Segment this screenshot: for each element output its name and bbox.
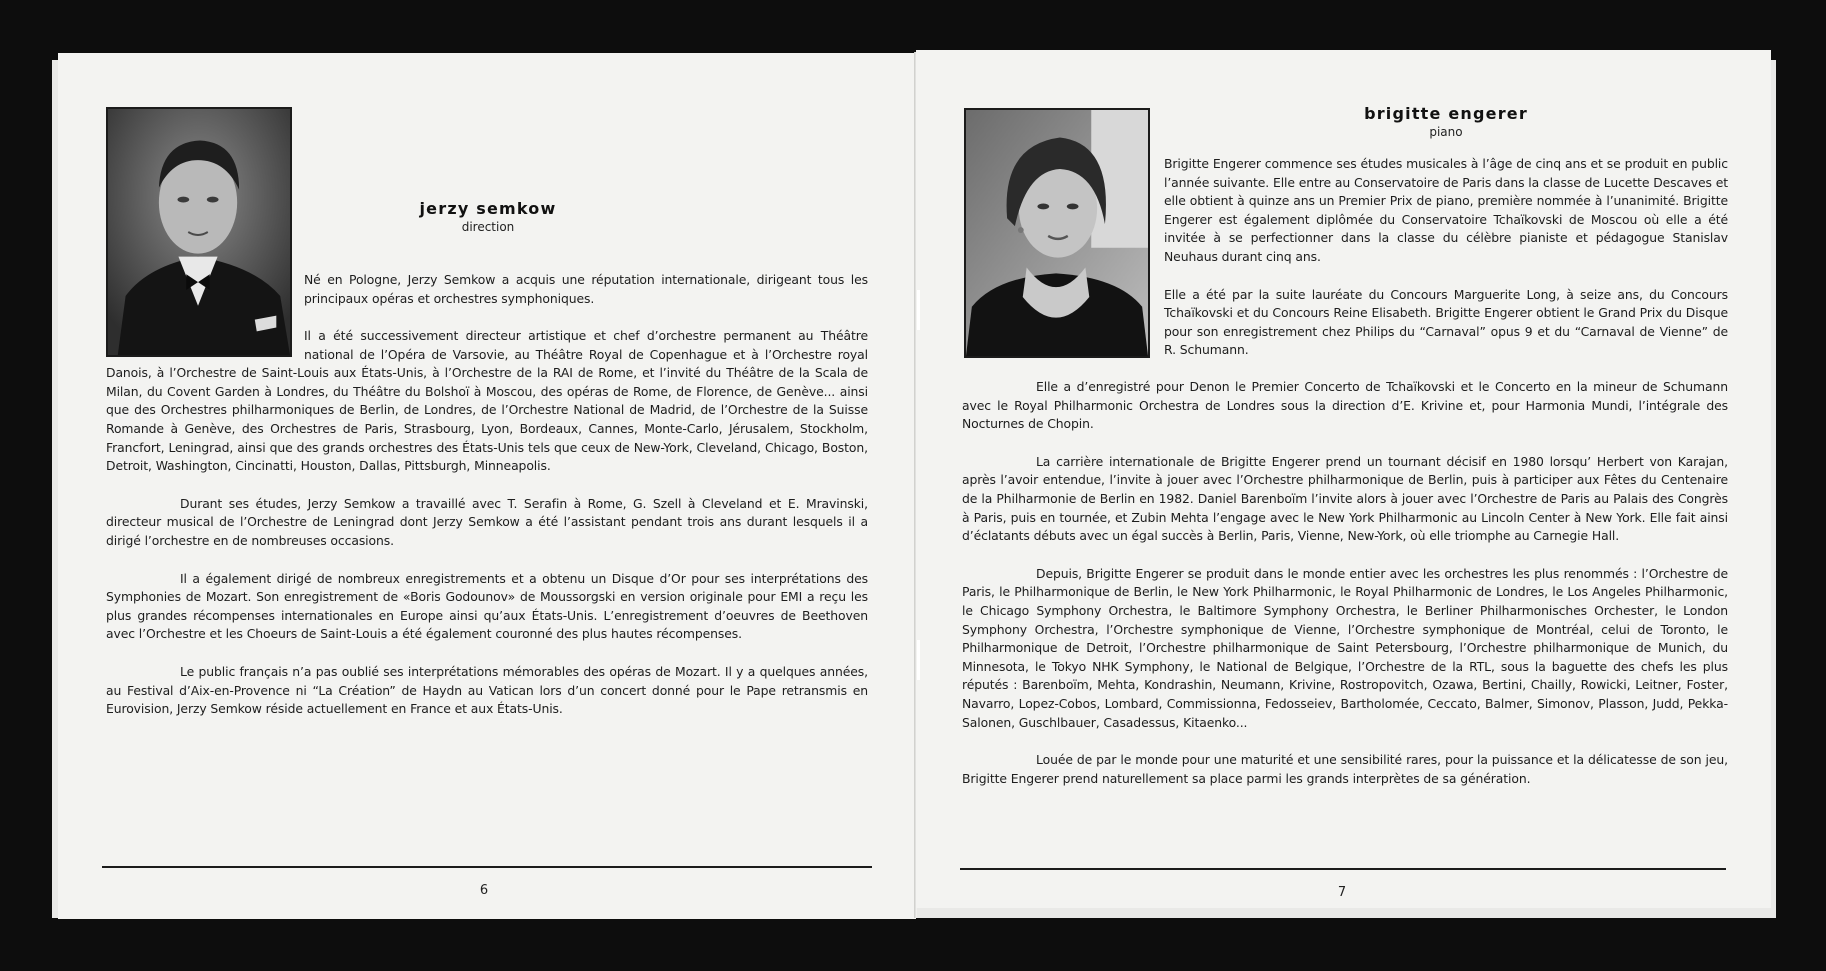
paragraph-6: Louée de par le monde pour une maturité et une sensibilité rares, pour la puissance et la délicatesse de son jeu, Brigitte Engerer prend naturellement sa place parmi les grands interprètes de sa génération. bbox=[962, 752, 1728, 786]
paragraph-2: Il a été successivement directeur artistique et chef d’orchestre permanent au Théâtre national de l’Opéra de Varsovie, au Théâtre Royal de Copenhague et à l’Orchestre royal Danois, à l’Orchestre de Saint-Louis aux États-Unis, à l’Orchestre de la RAI de Rome, et l’invité du Théâtre de la Scala de Milan, du Covent Garden à Londres, du Théâtre du Bolshoï à Moscou, des opéras de Rome, de Florence, de Genève... ainsi que des Orchestres philharmoniques de Berlin, de Londres, de l’Orchestre National de Madrid, de l’Orchestre de la Suisse Romande à Genève, des Orchestres de Paris, Strasbourg, Lyon, Bordeaux, Cannes, Monte-Carlo, Jérusalem, Stockholm, Francfort, Leningrad, ainsi que des grands orchestres des États-Unis tels que ceux de New-York, Cleveland, Chicago, Boston, Detroit, Washington, Cincinatti, Houston, Dallas, Pittsburgh, Minneapolis. bbox=[106, 328, 868, 474]
artist-role-direction: direction bbox=[461, 220, 515, 234]
portrait-photo-conductor bbox=[106, 107, 292, 357]
right-heading bbox=[1296, 104, 1596, 139]
paragraph-4: La carrière internationale de Brigitte Engerer prend un tournant décisif en 1980 lorsqu’ Herbert von Karajan, après l’avoir entendue, l’invite à jouer avec l’Orchestre philharmonique de Berlin, puis à participer aux Fêtes du Centenaire de la Philharmonie de Berlin en 1982. Daniel Barenboïm l’invite alors à jouer avec l’Orchestre de Paris au Palais des Congrès à Paris, puis en tournée, et Zubin Mehta l’engage avec le New York Philharmonic au Lincoln Center à New York. Elle fait ainsi d’éclatants débuts avec un égal succès à Berlin, Paris, Vienne, New-York, où elle triomphe au Carnegie Hall. bbox=[962, 453, 1728, 544]
right-footer-rule bbox=[960, 868, 1726, 870]
portrait-wrap-spacer bbox=[106, 327, 304, 359]
paragraph-5: Le public français n’a pas oublié ses interprétations mémorables des opéras de Mozart. Il y a quelques années, au Festival d’Aix-en-Provence ni “La Création” de Haydn au Vatican lors d’un concert donné pour le Pape retransmis en Eurovision, Jerzy Semkow réside actuellement en France et aux États-Unis. bbox=[106, 663, 868, 717]
page-edge-tab bbox=[917, 640, 920, 680]
paragraph-4: Il a également dirigé de nombreux enregistrements et a obtenu un Disque d’Or pour ses interprétations des Symphonies de Mozart. Son enregistrement de «Boris Godounov» de Moussorgski en version originale pour EMI a reçu les plus grandes récompenses internationales en Europe ainsi qu’aux États-Unis. L’enregistrement d’oeuvres de Beethoven avec l’Orchestre et les Choeurs de Saint-Louis a été également couronné des plus hautes récompenses. bbox=[106, 570, 868, 642]
artist-role-piano: piano bbox=[1429, 125, 1463, 139]
paragraph-1: Né en Pologne, Jerzy Semkow a acquis une réputation internationale, dirigeant tous les principaux opéras et orchestres symphoniques. bbox=[304, 272, 868, 306]
left-page bbox=[58, 53, 916, 919]
left-footer-rule bbox=[102, 866, 872, 868]
paragraph-1: Brigitte Engerer commence ses études musicales à l’âge de cinq ans et se produit en public l’année suivante. Elle entre au Conservatoire de Paris dans la classe de Lucette Descaves et elle obtient à quinze ans un Premier Prix de piano, première nommée à l’unanimité. Brigitte Engerer est également diplômée du Conservatoire Tchaïkovski de Moscou où elle a été invitée à se perfectionner dans la classe du célèbre pianiste et pédagogue Stanislav Neuhaus durant cinq ans. bbox=[1164, 156, 1728, 264]
right-body-top bbox=[1164, 155, 1728, 360]
page-edge-tab bbox=[917, 290, 920, 330]
portrait-photo-pianist bbox=[964, 108, 1150, 358]
paragraph-3: Durant ses études, Jerzy Semkow a travaillé avec T. Serafin à Rome, G. Szell à Cleveland et E. Mravinski, directeur musical de l’Orchestre de Leningrad dont Jerzy Semkow a été l’assistant pendant trois ans durant lesquels il a dirigé l’orchestre en de nombreuses occasions. bbox=[106, 495, 868, 548]
artist-name-jerzy-semkow: jerzy semkow bbox=[419, 199, 557, 218]
paragraph-2: Elle a été par la suite lauréate du Concours Marguerite Long, à seize ans, du Concours Tchaïkovski et du Concours Reine Elisabeth. Brigitte Engerer obtient le Grand Prix du Disque pour son enregistrement chez Philips du “Carnaval” opus 9 et du “Carnaval de Vienne” de R. Schumann. bbox=[1164, 286, 1728, 358]
left-heading bbox=[358, 199, 618, 234]
paragraph-3: Elle a d’enregistré pour Denon le Premier Concerto de Tchaïkovski et le Concerto en la mineur de Schumann avec le Royal Philharmonic Orchestra de Londres sous la direction d’E. Krivine et, pour Harmonia Mundi, l’intégrale des Nocturnes de Chopin. bbox=[962, 379, 1728, 432]
left-body-main bbox=[106, 327, 868, 719]
right-page bbox=[916, 50, 1771, 908]
artist-name-brigitte-engerer: brigitte engerer bbox=[1364, 104, 1528, 123]
paragraph-5: Depuis, Brigitte Engerer se produit dans le monde entier avec les orchestres les plus renommés : l’Orchestre de Paris, le Philharmonique de Berlin, le New York Philharmonic, le Royal Philharmonic de Londres, le Los Angeles Philharmonic, le Chicago Symphony Orchestra, le Baltimore Symphony Orchestra, le Berliner Philharmonisches Orchester, le London Symphony Orchestra, l’Orchestre symphonique de Vienne, l’Orchestre symphonique de Montréal, celui de Toronto, le Philharmonique de Detroit, l’Orchestre philharmonique de Saint Petersbourg, l’Orchestre philharmonique de Munich, du Minnesota, le Tokyo NHK Symphony, le National de Belgique, l’Orchestre de la RTL, sous la baguette des chefs les plus réputés : Barenboïm, Mehta, Kondrashin, Neumann, Krivine, Rostropovitch, Ozawa, Bertini, Chailly, Rowicki, Leitner, Foster, Navarro, Lopez-Cobos, Lombard, Commissionna, Fedosseiev, Bartholomée, Ceccato, Balmer, Simonov, Plasson, Judd, Pekka-Salonen, Guschlbauer, Casadessus, Kitaenko... bbox=[962, 565, 1728, 730]
page-number-right: 7 bbox=[1337, 885, 1347, 900]
left-body-top bbox=[304, 271, 868, 308]
page-number-left: 6 bbox=[479, 883, 489, 898]
right-body-main bbox=[962, 378, 1728, 788]
